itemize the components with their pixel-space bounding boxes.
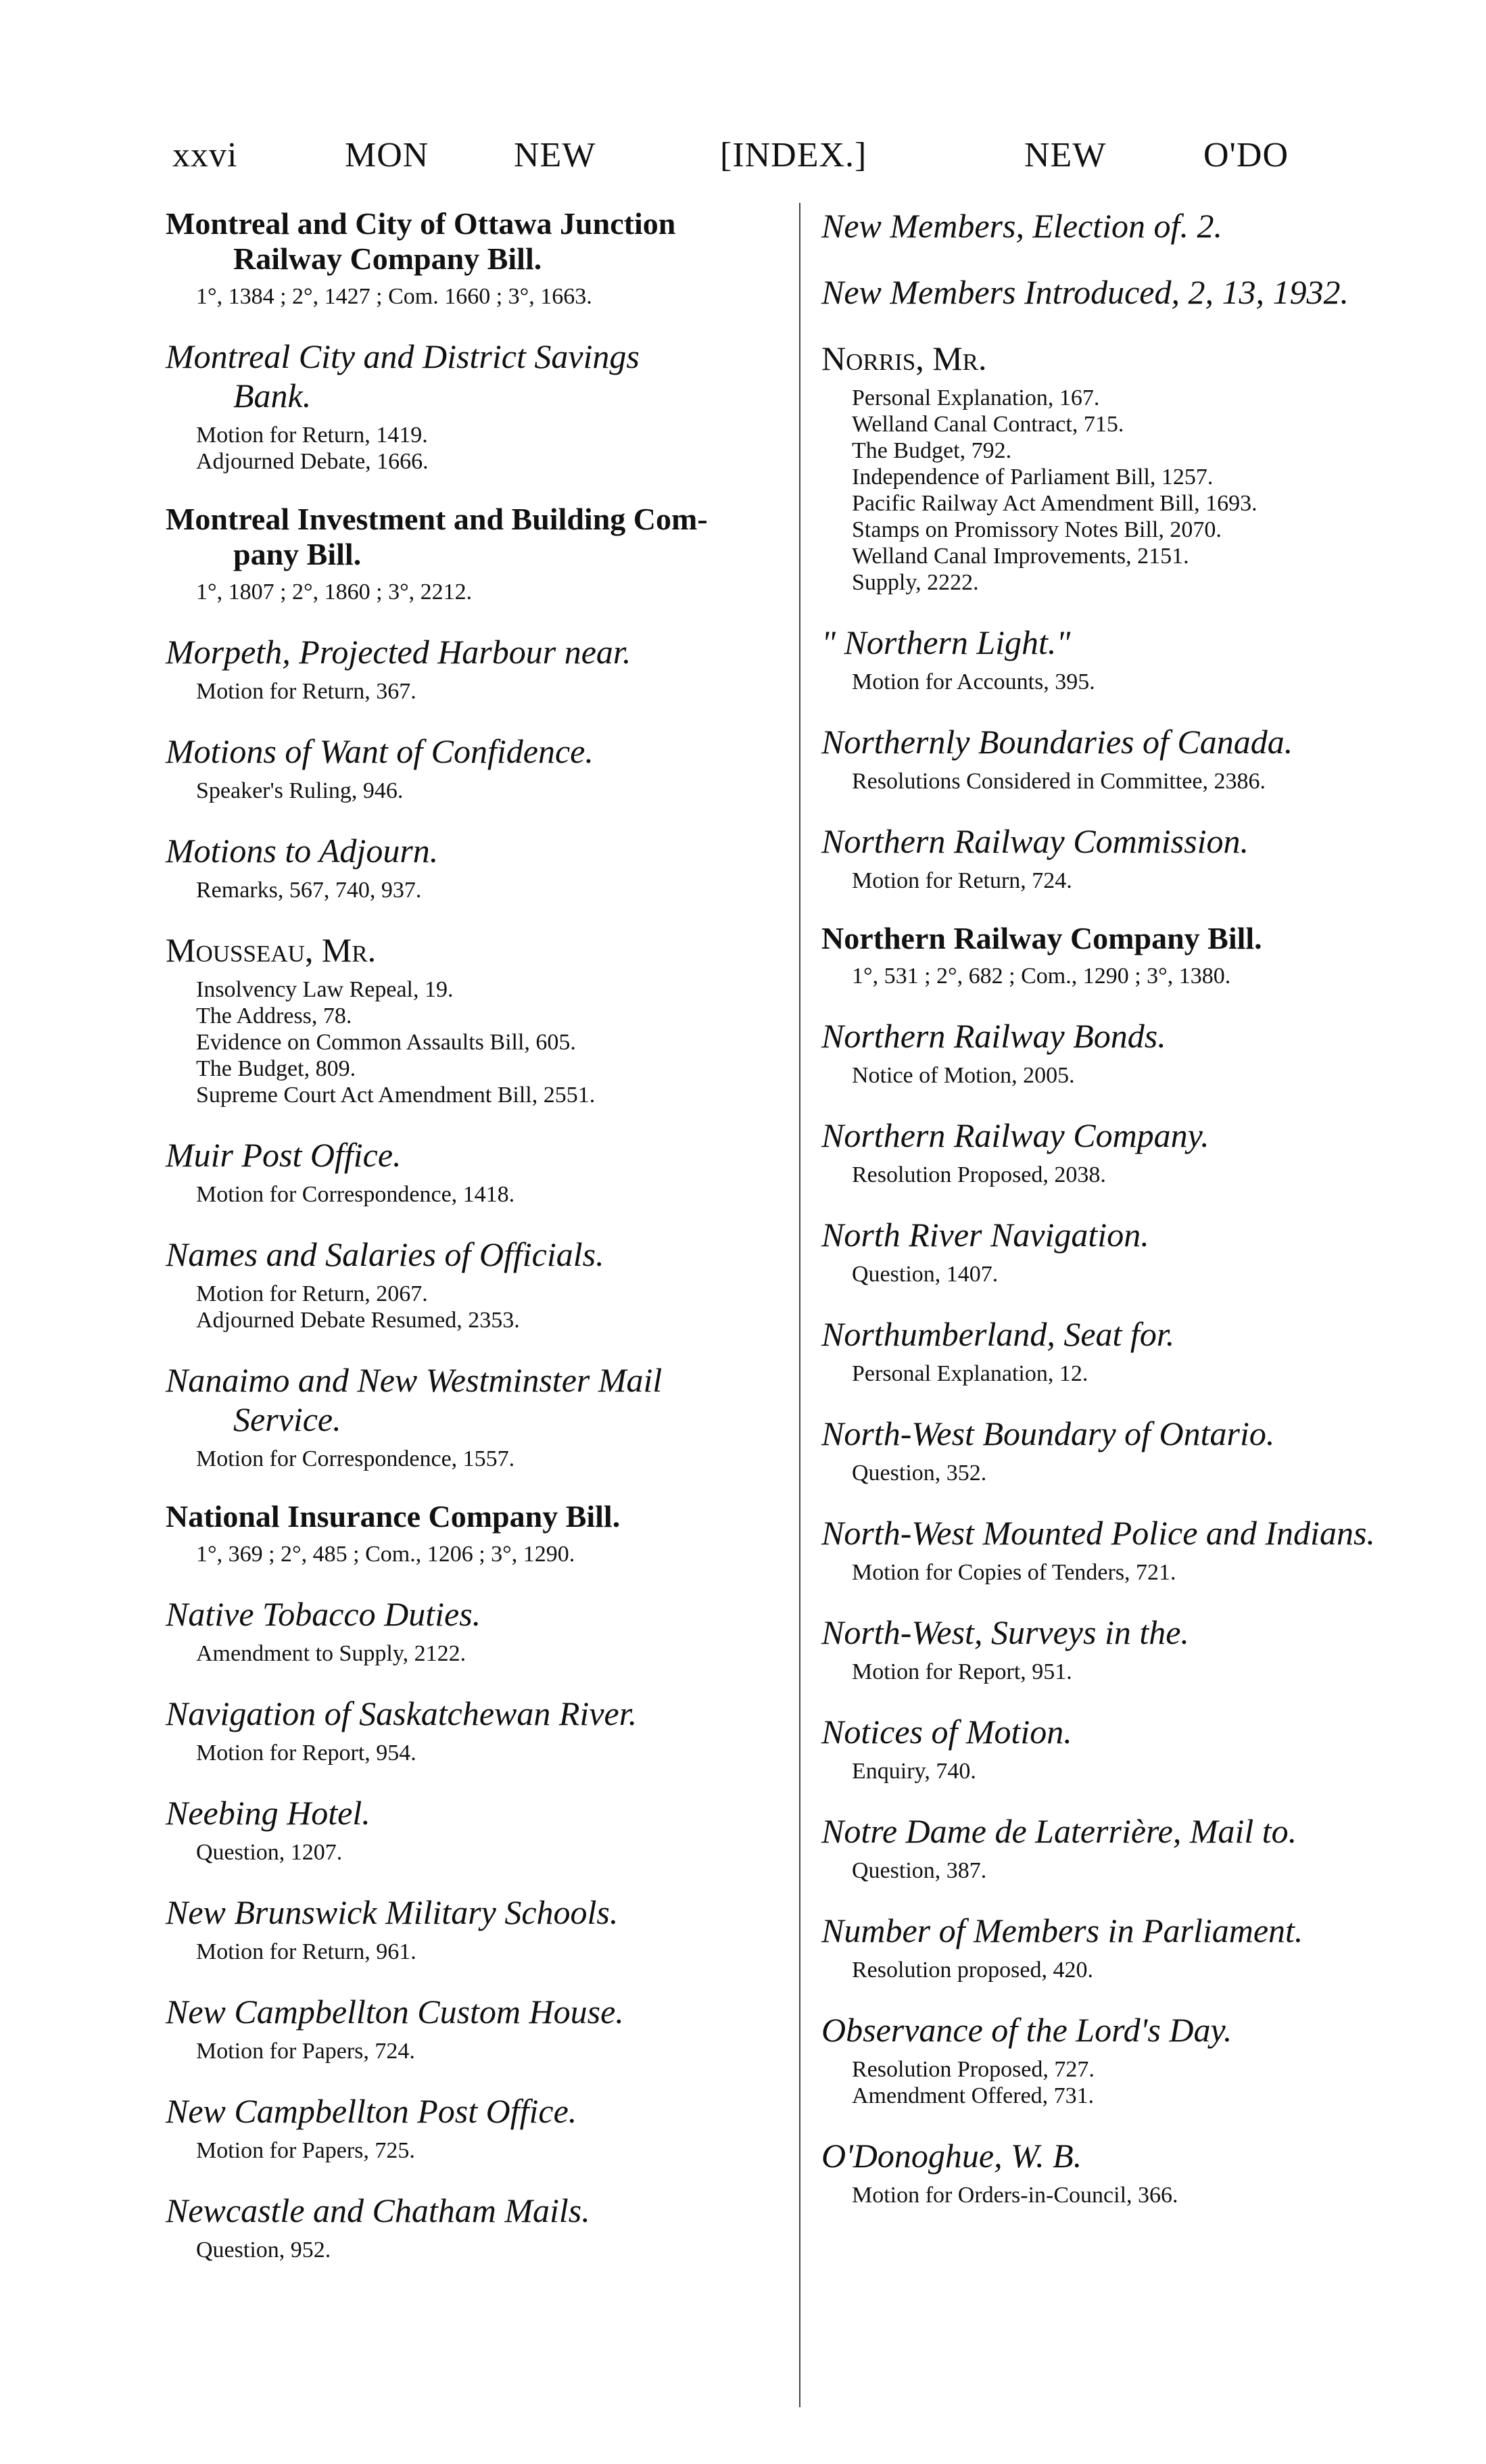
- entry-references: [821, 1460, 1460, 1486]
- index-entry: [821, 2136, 1460, 2208]
- entry-references: [166, 1640, 788, 1667]
- entry-heading: North-West Boundary of Ontario.: [821, 1415, 1275, 1452]
- reference-line: Motion for Report, 954.: [196, 1740, 416, 1766]
- reference-line: Motion for Correspondence, 1557.: [196, 1446, 515, 1471]
- entry-heading: Names and Salaries of Officials.: [166, 1235, 604, 1273]
- entry-references: [821, 385, 1460, 596]
- entry-references: [821, 768, 1460, 795]
- reference-line: Resolution proposed, 420.: [852, 1958, 1093, 1983]
- entry-references: [821, 963, 1460, 989]
- index-entry: [166, 2191, 788, 2263]
- header-section-title: [INDEX.]: [720, 136, 867, 174]
- reference-line: Resolution Proposed, 727.: [852, 2057, 1095, 2082]
- entry-references: [821, 2056, 1460, 2109]
- entry-heading: New Brunswick Military Schools.: [166, 1893, 619, 1931]
- reference-line: Welland Canal Contract, 715.: [852, 412, 1124, 437]
- index-entry: [821, 273, 1460, 312]
- reference-line: The Budget, 809.: [196, 1056, 356, 1081]
- index-entry: [821, 1314, 1460, 1387]
- entry-heading: Notre Dame de Laterrière, Mail to.: [821, 1812, 1297, 1850]
- entry-heading: Northumberland, Seat for.: [821, 1315, 1175, 1353]
- reference-line: Resolutions Considered in Committee, 2386.: [852, 769, 1266, 794]
- entry-heading: New Members Introduced, 2, 13, 1932.: [821, 273, 1349, 311]
- reference-line: Remarks, 567, 740, 937.: [196, 878, 422, 903]
- entry-references: [166, 1181, 788, 1208]
- entry-references: [166, 1446, 788, 1472]
- entry-references: [166, 2237, 788, 2263]
- entry-heading-continuation: Bank.: [233, 377, 312, 414]
- entry-references: [166, 1740, 788, 1766]
- reference-line: Adjourned Debate, 1666.: [196, 449, 429, 474]
- entry-heading: Northern Railway Bonds.: [821, 1017, 1166, 1055]
- entry-references: [166, 1541, 788, 1567]
- running-header: [172, 135, 1322, 189]
- entry-references: [166, 283, 788, 310]
- index-entry: [821, 1712, 1460, 1784]
- index-entry: [166, 206, 788, 310]
- index-entry: [166, 732, 788, 804]
- entry-references: [821, 1062, 1460, 1089]
- reference-line: The Budget, 792.: [852, 438, 1012, 463]
- reference-line: Evidence on Common Assaults Bill, 605.: [196, 1030, 576, 1055]
- index-entry: [166, 1360, 788, 1472]
- reference-line: 1°, 1807 ; 2°, 1860 ; 3°, 2212.: [196, 579, 473, 605]
- entry-heading: Northern Railway Commission.: [821, 822, 1249, 860]
- index-entry: [166, 337, 788, 475]
- entry-references: [166, 422, 788, 475]
- entry-references: [821, 1758, 1460, 1784]
- index-entry: [166, 2091, 788, 2164]
- index-entry: [166, 1135, 788, 1208]
- header-range-start: MON: [345, 136, 429, 174]
- reference-line: Welland Canal Improvements, 2151.: [852, 544, 1189, 569]
- reference-line: Motion for Return, 961.: [196, 1939, 416, 1964]
- index-entry: [821, 921, 1460, 989]
- entry-heading: Muir Post Office.: [166, 1136, 402, 1174]
- index-entry: [821, 1811, 1460, 1884]
- entry-references: [821, 1559, 1460, 1586]
- reference-line: Resolution Proposed, 2038.: [852, 1162, 1106, 1187]
- reference-line: Amendment to Supply, 2122.: [196, 1641, 466, 1666]
- index-column-right: [821, 206, 1460, 2235]
- reference-line: Pacific Railway Act Amendment Bill, 1693.: [852, 491, 1257, 516]
- index-entry: [166, 502, 788, 605]
- entry-heading: Norris, Mr.: [821, 339, 987, 377]
- reference-line: The Address, 78.: [196, 1003, 352, 1028]
- entry-heading: Native Tobacco Duties.: [166, 1595, 481, 1633]
- entry-heading: National Insurance Company Bill.: [166, 1499, 621, 1534]
- index-entry: [166, 1499, 788, 1567]
- entry-references: [166, 2038, 788, 2064]
- index-entry: [166, 1793, 788, 1866]
- index-entry: [821, 1116, 1460, 1188]
- reference-line: Question, 352.: [852, 1461, 987, 1486]
- reference-line: Motion for Papers, 724.: [196, 2039, 415, 2064]
- entry-heading: Northern Railway Company.: [821, 1116, 1209, 1154]
- entry-references: [166, 678, 788, 705]
- reference-line: Insolvency Law Repeal, 19.: [196, 977, 454, 1002]
- index-entry: [166, 1594, 788, 1667]
- index-entry: [821, 1911, 1460, 1983]
- entry-references: [821, 2182, 1460, 2208]
- entry-heading: Northern Railway Company Bill.: [821, 921, 1262, 955]
- reference-line: Question, 1407.: [852, 1262, 999, 1287]
- entry-heading-continuation: Service.: [233, 1400, 341, 1438]
- entry-references: [821, 868, 1460, 894]
- entry-references: [821, 1360, 1460, 1387]
- reference-line: Motion for Report, 951.: [852, 1659, 1072, 1684]
- entry-heading: Number of Members in Parliament.: [821, 1912, 1303, 1949]
- index-entry: [821, 822, 1460, 894]
- reference-line: Stamps on Promissory Notes Bill, 2070.: [852, 517, 1222, 542]
- reference-line: 1°, 369 ; 2°, 485 ; Com., 1206 ; 3°, 1290.: [196, 1542, 575, 1567]
- index-entry: [821, 2010, 1460, 2109]
- index-entry: [166, 632, 788, 705]
- entry-references: [821, 1162, 1460, 1188]
- header-range-start-next: NEW: [514, 136, 596, 174]
- reference-line: 1°, 1384 ; 2°, 1427 ; Com. 1660 ; 3°, 1663.: [196, 284, 592, 309]
- reference-line: Motion for Papers, 725.: [196, 2138, 415, 2163]
- reference-line: Motion for Return, 724.: [852, 868, 1072, 893]
- index-entry: [821, 1613, 1460, 1685]
- reference-line: Personal Explanation, 12.: [852, 1361, 1088, 1386]
- entry-references: [166, 976, 788, 1108]
- entry-heading: O'Donoghue, W. B.: [821, 2137, 1082, 2175]
- reference-line: Personal Explanation, 167.: [852, 385, 1100, 410]
- reference-line: Motion for Return, 2067.: [196, 1281, 428, 1306]
- index-entry: [821, 1215, 1460, 1287]
- entry-heading: Montreal and City of Ottawa Junction: [166, 206, 676, 241]
- reference-line: Motion for Copies of Tenders, 721.: [852, 1560, 1176, 1585]
- index-entry: [166, 1694, 788, 1766]
- entry-references: [821, 1957, 1460, 1983]
- reference-line: 1°, 531 ; 2°, 682 ; Com., 1290 ; 3°, 1380.: [852, 964, 1231, 989]
- reference-line: Adjourned Debate Resumed, 2353.: [196, 1308, 520, 1333]
- index-entry: [166, 1893, 788, 1965]
- entry-references: [166, 579, 788, 605]
- reference-line: Question, 1207.: [196, 1840, 343, 1865]
- reference-line: Amendment Offered, 731.: [852, 2083, 1095, 2108]
- entry-heading: Observance of the Lord's Day.: [821, 2011, 1232, 2049]
- reference-line: Motion for Return, 1419.: [196, 423, 428, 448]
- entry-heading: Nanaimo and New Westminster Mail: [166, 1361, 663, 1399]
- entry-references: [166, 877, 788, 903]
- entry-heading: Montreal City and District Savings: [166, 337, 640, 375]
- index-entry: [821, 1016, 1460, 1089]
- index-entry: [821, 1414, 1460, 1486]
- reference-line: Speaker's Ruling, 946.: [196, 778, 404, 803]
- entry-heading: Navigation of Saskatchewan River.: [166, 1695, 638, 1732]
- entry-references: [166, 1939, 788, 1965]
- entry-heading-continuation: pany Bill.: [233, 537, 362, 571]
- header-range-end: O'DO: [1203, 136, 1289, 174]
- entry-heading: Motions of Want of Confidence.: [166, 732, 594, 770]
- index-entry: [821, 623, 1460, 695]
- reference-line: Question, 952.: [196, 2237, 331, 2262]
- entry-heading: North-West Mounted Police and Indians.: [821, 1514, 1375, 1552]
- entry-heading: Motions to Adjourn.: [166, 832, 439, 870]
- entry-heading: " Northern Light.": [821, 623, 1071, 661]
- entry-references: [166, 1839, 788, 1866]
- reference-line: Independence of Parliament Bill, 1257.: [852, 465, 1214, 490]
- entry-references: [821, 1261, 1460, 1287]
- index-entry: [166, 930, 788, 1108]
- index-entry: [821, 339, 1460, 596]
- reference-line: Question, 387.: [852, 1858, 987, 1883]
- entry-heading: Northernly Boundaries of Canada.: [821, 723, 1293, 761]
- reference-line: Supreme Court Act Amendment Bill, 2551.: [196, 1083, 596, 1108]
- reference-line: Motion for Orders-in-Council, 366.: [852, 2183, 1178, 2208]
- reference-line: Notice of Motion, 2005.: [852, 1063, 1075, 1088]
- index-entry: [166, 831, 788, 903]
- entry-references: [821, 669, 1460, 695]
- entry-heading: Newcastle and Chatham Mails.: [166, 2191, 590, 2229]
- index-column-left: [166, 206, 788, 2290]
- entry-heading: New Members, Election of. 2.: [821, 207, 1222, 245]
- reference-line: Supply, 2222.: [852, 570, 979, 595]
- index-entry: [821, 1513, 1460, 1586]
- entry-heading: North-West, Surveys in the.: [821, 1613, 1189, 1651]
- entry-references: [166, 2137, 788, 2164]
- reference-line: Motion for Return, 367.: [196, 679, 416, 704]
- entry-heading: Montreal Investment and Building Com-: [166, 502, 708, 536]
- entry-references: [821, 1857, 1460, 1884]
- entry-heading: Neebing Hotel.: [166, 1794, 370, 1832]
- reference-line: Motion for Correspondence, 1418.: [196, 1182, 515, 1207]
- index-entry: [166, 1235, 788, 1333]
- reference-line: Motion for Accounts, 395.: [852, 669, 1095, 694]
- index-entry: [166, 1992, 788, 2064]
- entry-references: [166, 1281, 788, 1333]
- page-number: xxvi: [172, 136, 238, 174]
- index-entry: [821, 206, 1460, 245]
- entry-heading: Morpeth, Projected Harbour near.: [166, 633, 631, 671]
- column-divider: [799, 203, 800, 2407]
- entry-heading: Notices of Motion.: [821, 1713, 1072, 1751]
- index-entry: [821, 722, 1460, 795]
- entry-heading: Mousseau, Mr.: [166, 931, 377, 969]
- reference-line: Enquiry, 740.: [852, 1759, 976, 1784]
- entry-heading: New Campbellton Custom House.: [166, 1993, 624, 2031]
- entry-heading: North River Navigation.: [821, 1216, 1149, 1254]
- entry-references: [821, 1659, 1460, 1685]
- entry-references: [166, 778, 788, 804]
- entry-heading: New Campbellton Post Office.: [166, 2092, 577, 2130]
- entry-heading-continuation: Railway Company Bill.: [233, 241, 542, 276]
- header-range-end-prev: NEW: [1024, 136, 1107, 174]
